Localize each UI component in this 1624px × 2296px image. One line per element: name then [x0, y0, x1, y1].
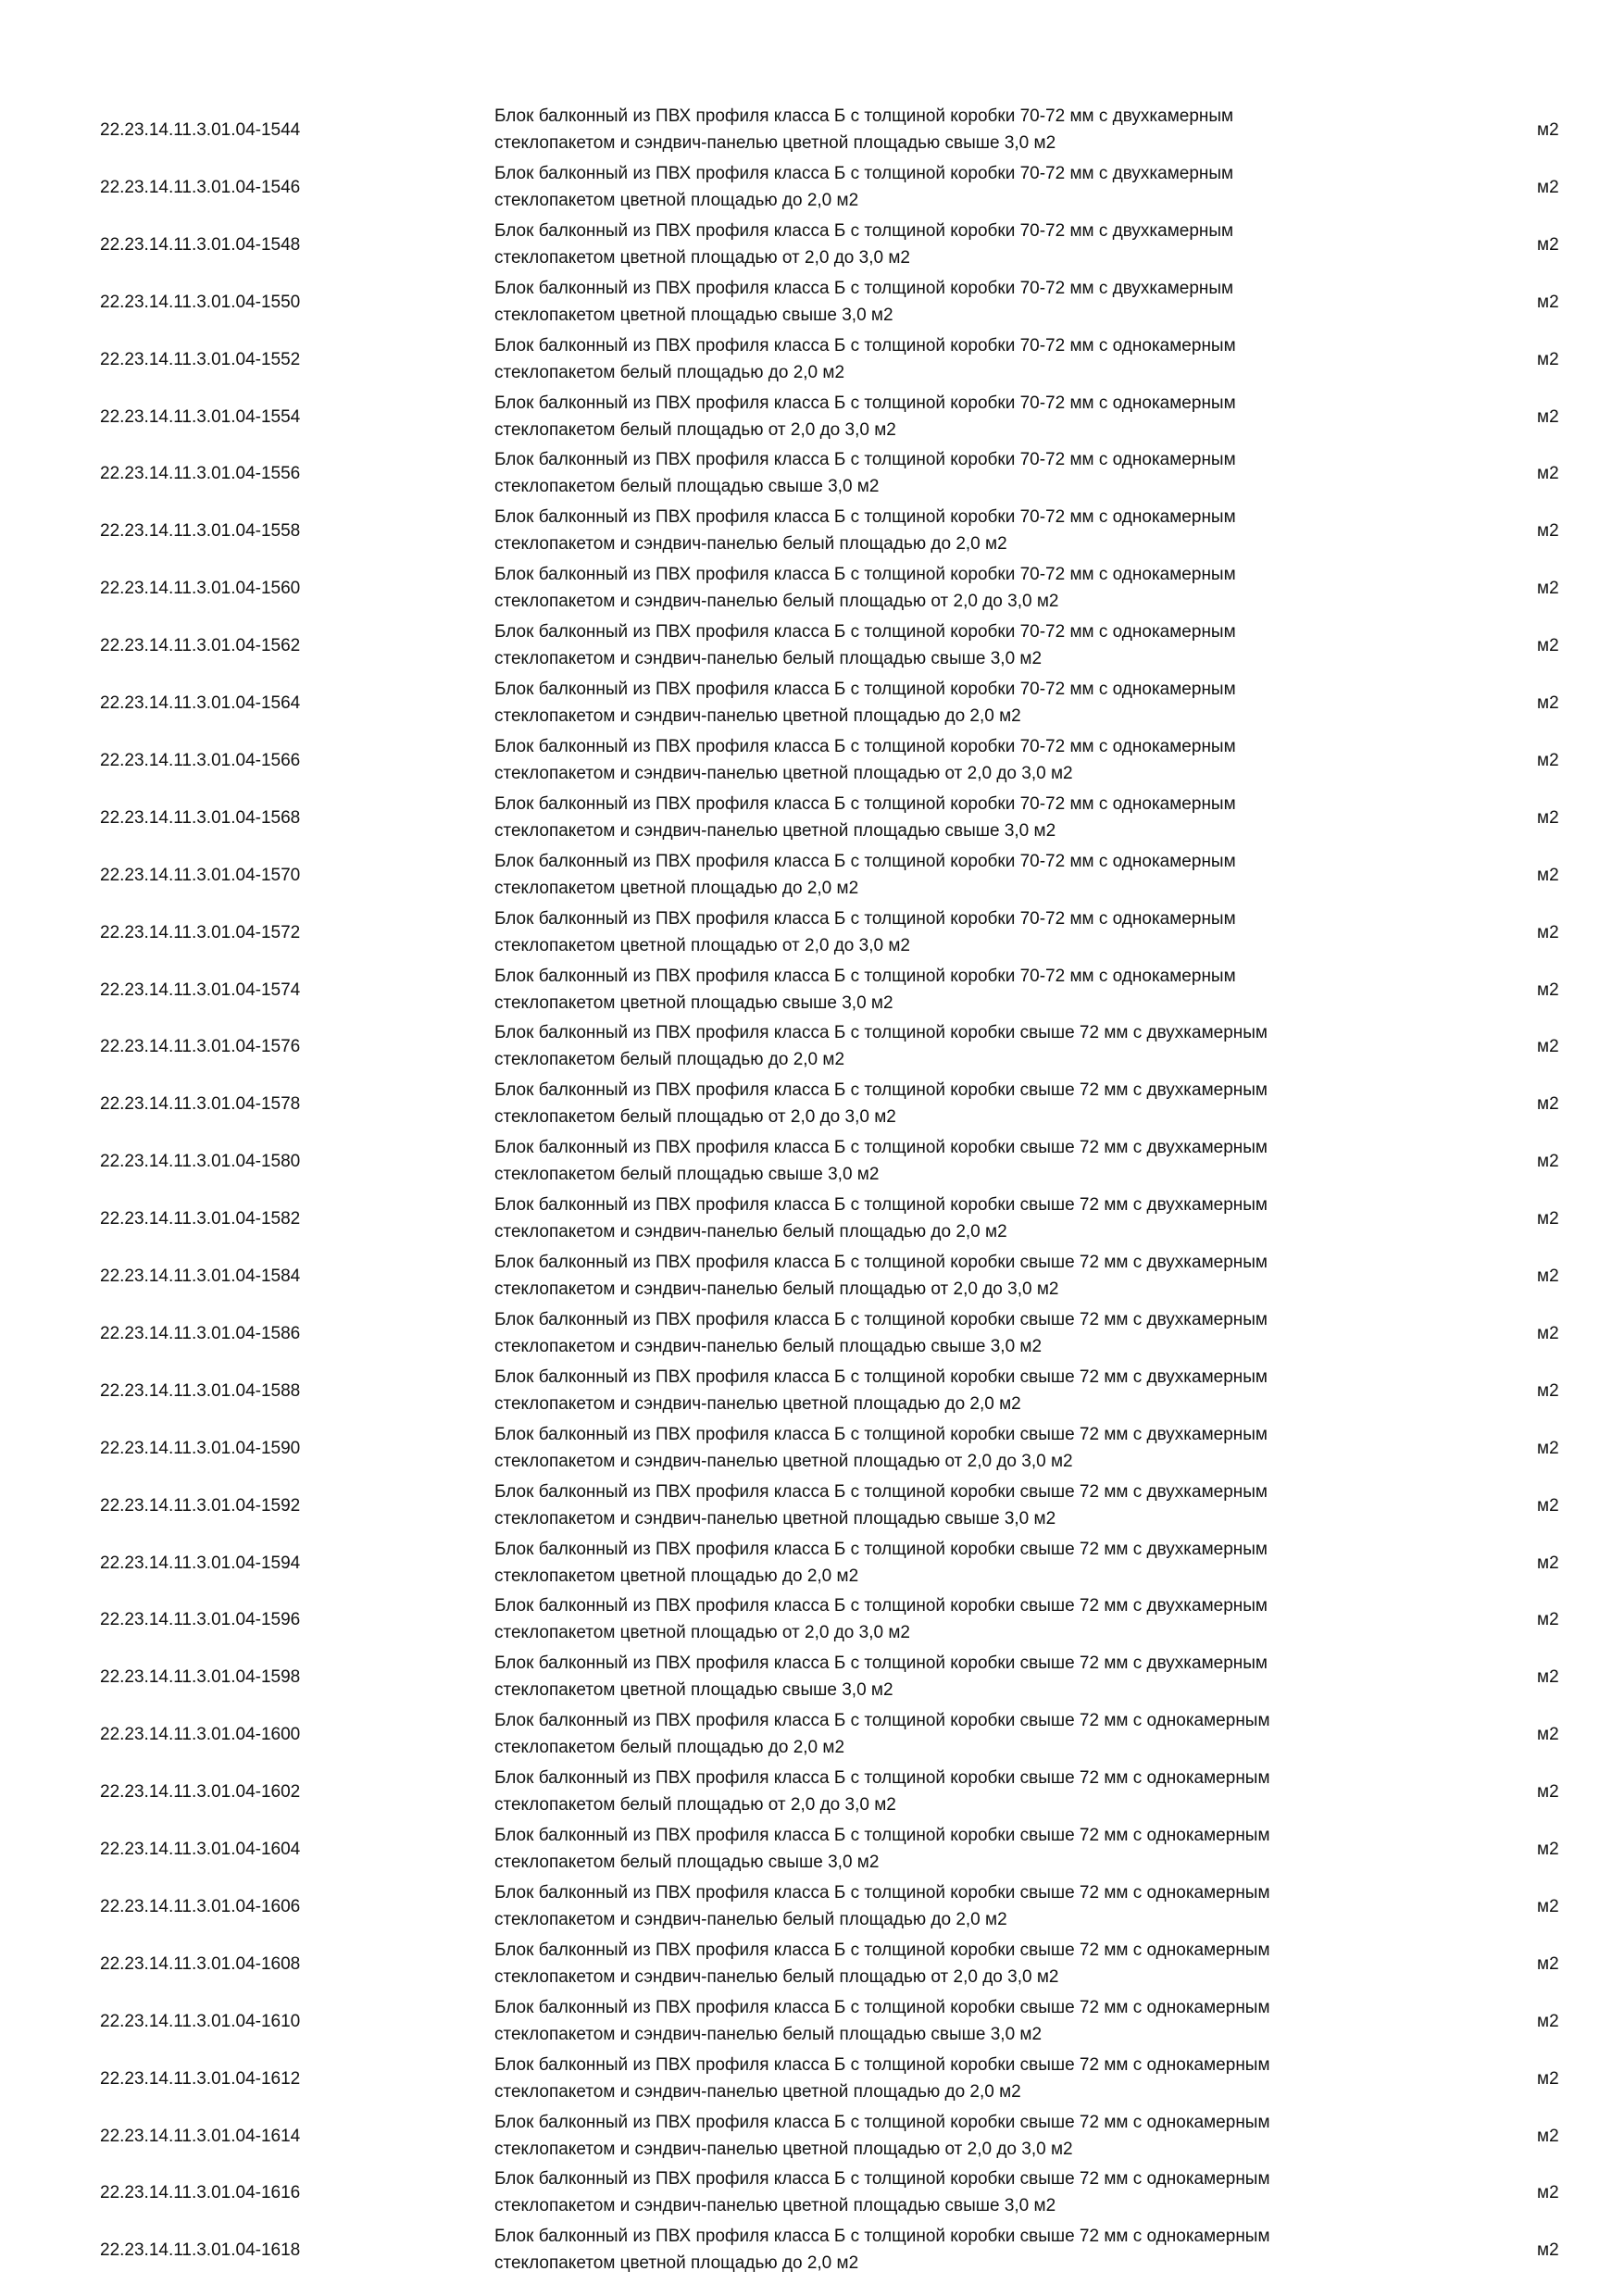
table-row [0, 274, 1624, 331]
item-code: 22.23.14.11.3.01.04-1592 [100, 1495, 301, 1516]
item-description [494, 2223, 1439, 2277]
item-unit: м2 [1537, 1667, 1559, 1688]
item-unit: м2 [1537, 1953, 1559, 1974]
item-code: 22.23.14.11.3.01.04-1576 [100, 1037, 301, 1057]
table-row [0, 1878, 1624, 1936]
table-row [0, 2108, 1624, 2165]
table-row [0, 1133, 1624, 1191]
table-row [0, 102, 1624, 159]
item-unit: м2 [1537, 1725, 1559, 1745]
item-description-line: Блок балконный из ПВХ профиля класса Б с толщиной коробки 70-72 мм с однокамерным [494, 793, 1236, 814]
item-code: 22.23.14.11.3.01.04-1616 [100, 2183, 301, 2203]
item-description-line: стеклопакетом цветной площадью от 2,0 до 3,0 м2 [494, 247, 910, 268]
item-code: 22.23.14.11.3.01.04-1596 [100, 1610, 301, 1630]
table-row [0, 1076, 1624, 1133]
item-description-line: Блок балконный из ПВХ профиля класса Б с толщиной коробки свыше 72 мм с однокамерным [494, 1768, 1270, 1789]
table-row [0, 1535, 1624, 1592]
item-description-line: Блок балконный из ПВХ профиля класса Б с толщиной коробки свыше 72 мм с двухкамерным [494, 1481, 1268, 1502]
item-description [494, 1077, 1439, 1130]
item-description-line: Блок балконный из ПВХ профиля класса Б с толщиной коробки свыше 72 мм с двухкамерным [494, 1138, 1268, 1158]
item-description-line: Блок балконный из ПВХ профиля класса Б с толщиной коробки 70-72 мм с однокамерным [494, 966, 1236, 986]
item-code: 22.23.14.11.3.01.04-1572 [100, 922, 301, 942]
item-description-line: Блок балконный из ПВХ профиля класса Б с толщиной коробки свыше 72 мм с однокамерным [494, 1826, 1270, 1845]
item-description [494, 1937, 1439, 1990]
item-description-line: стеклопакетом белый площадью до 2,0 м2 [494, 1050, 845, 1070]
item-code: 22.23.14.11.3.01.04-1550 [100, 292, 301, 312]
item-code: 22.23.14.11.3.01.04-1586 [100, 1323, 301, 1343]
item-unit: м2 [1537, 292, 1559, 312]
item-description-line: Блок балконный из ПВХ профиля класса Б с толщиной коробки 70-72 мм с двухкамерным [494, 278, 1234, 298]
item-description-line: Блок балконный из ПВХ профиля класса Б с толщиной коробки свыше 72 мм с однокамерным [494, 2112, 1270, 2132]
item-description-line: Блок балконный из ПВХ профиля класса Б с толщиной коробки 70-72 мм с однокамерным [494, 393, 1236, 413]
item-description-line: Блок балконный из ПВХ профиля класса Б с толщиной коробки 70-72 мм с однокамерным [494, 565, 1236, 585]
item-code: 22.23.14.11.3.01.04-1570 [100, 865, 301, 885]
table-row [0, 2165, 1624, 2222]
item-code: 22.23.14.11.3.01.04-1564 [100, 693, 301, 713]
item-description-line: Блок балконный из ПВХ профиля класса Б с толщиной коробки свыше 72 мм с двухкамерным [494, 1596, 1268, 1616]
item-description [494, 2165, 1439, 2219]
item-code: 22.23.14.11.3.01.04-1556 [100, 464, 301, 484]
item-unit: м2 [1537, 120, 1559, 140]
item-unit: м2 [1537, 980, 1559, 1000]
item-description [494, 1192, 1439, 1245]
table-row [0, 2051, 1624, 2108]
item-unit: м2 [1537, 406, 1559, 427]
item-code: 22.23.14.11.3.01.04-1590 [100, 1438, 301, 1458]
item-description-line: Блок балконный из ПВХ профиля класса Б с толщиной коробки 70-72 мм с однокамерным [494, 680, 1236, 699]
item-description-line: Блок балконный из ПВХ профиля класса Б с толщиной коробки свыше 72 мм с однокамерным [494, 2054, 1270, 2075]
table-row [0, 847, 1624, 905]
item-unit: м2 [1537, 1438, 1559, 1458]
item-description-line: Блок балконный из ПВХ профиля класса Б с толщиной коробки 70-72 мм с двухкамерным [494, 106, 1234, 126]
item-description [494, 2109, 1439, 2163]
item-description-line: стеклопакетом цветной площадью свыше 3,0 м2 [494, 992, 893, 1013]
item-unit: м2 [1537, 1495, 1559, 1516]
item-description-line: Блок балконный из ПВХ профиля класса Б с толщиной коробки свыше 72 мм с однокамерным [494, 1882, 1270, 1903]
item-description-line: стеклопакетом и сэндвич-панелью цветной площадью до 2,0 м2 [494, 1393, 1021, 1414]
table-row [0, 1248, 1624, 1305]
item-unit: м2 [1537, 750, 1559, 770]
item-unit: м2 [1537, 2126, 1559, 2146]
item-description-line: Блок балконный из ПВХ профиля класса Б с толщиной коробки 70-72 мм с двухкамерным [494, 220, 1234, 241]
item-description [494, 1479, 1439, 1532]
item-code: 22.23.14.11.3.01.04-1546 [100, 177, 301, 197]
item-code: 22.23.14.11.3.01.04-1562 [100, 636, 301, 656]
item-description [494, 504, 1439, 557]
item-description [494, 1536, 1439, 1590]
item-description [494, 1994, 1439, 2048]
item-code: 22.23.14.11.3.01.04-1560 [100, 579, 301, 599]
item-description-line: стеклопакетом и сэндвич-панелью белый площадью до 2,0 м2 [494, 1222, 1007, 1242]
item-code: 22.23.14.11.3.01.04-1544 [100, 120, 301, 140]
item-code: 22.23.14.11.3.01.04-1566 [100, 750, 301, 770]
item-code: 22.23.14.11.3.01.04-1606 [100, 1896, 301, 1916]
item-description [494, 103, 1439, 156]
table-row [0, 331, 1624, 389]
table-row [0, 1993, 1624, 2051]
item-code: 22.23.14.11.3.01.04-1594 [100, 1553, 301, 1573]
table-row [0, 905, 1624, 962]
item-code: 22.23.14.11.3.01.04-1582 [100, 1209, 301, 1229]
item-description-line: Блок балконный из ПВХ профиля класса Б с толщиной коробки свыше 72 мм с двухкамерным [494, 1366, 1268, 1387]
item-code: 22.23.14.11.3.01.04-1548 [100, 234, 301, 255]
item-description-line: Блок балконный из ПВХ профиля класса Б с толщиной коробки 70-72 мм с однокамерным [494, 851, 1236, 871]
item-code: 22.23.14.11.3.01.04-1598 [100, 1667, 301, 1688]
item-description-line: стеклопакетом и сэндвич-панелью белый площадью до 2,0 м2 [494, 534, 1007, 555]
item-description-line: Блок балконный из ПВХ профиля класса Б с толщиной коробки свыше 72 мм с двухкамерным [494, 1539, 1268, 1559]
item-description [494, 1421, 1439, 1475]
item-description [494, 1134, 1439, 1188]
item-unit: м2 [1537, 521, 1559, 542]
table-row [0, 1363, 1624, 1420]
item-code: 22.23.14.11.3.01.04-1610 [100, 2011, 301, 2031]
item-description [494, 1364, 1439, 1417]
item-description [494, 1822, 1439, 1876]
item-description [494, 905, 1439, 959]
item-description-line: Блок балконный из ПВХ профиля класса Б с толщиной коробки свыше 72 мм с однокамерным [494, 1711, 1270, 1731]
table-row [0, 732, 1624, 790]
item-description [494, 160, 1439, 214]
item-code: 22.23.14.11.3.01.04-1600 [100, 1725, 301, 1745]
item-code: 22.23.14.11.3.01.04-1558 [100, 521, 301, 542]
item-description-line: стеклопакетом белый площадью свыше 3,0 м2 [494, 477, 880, 497]
item-description [494, 963, 1439, 1017]
item-description-line: стеклопакетом и сэндвич-панелью белый площадью свыше 3,0 м2 [494, 2024, 1043, 2044]
item-description-line: стеклопакетом цветной площадью до 2,0 м2 [494, 878, 859, 898]
item-description-line: стеклопакетом белый площадью от 2,0 до 3,0 м2 [494, 1795, 896, 1816]
item-description-line: стеклопакетом цветной площадью до 2,0 м2 [494, 190, 859, 210]
item-description-line: Блок балконный из ПВХ профиля класса Б с толщиной коробки свыше 72 мм с двухкамерным [494, 1195, 1268, 1216]
item-description-line: стеклопакетом и сэндвич-панелью цветной площадью свыше 3,0 м2 [494, 820, 1056, 841]
item-description [494, 561, 1439, 615]
table-row [0, 962, 1624, 1019]
item-description-line: Блок балконный из ПВХ профиля класса Б с толщиной коробки свыше 72 мм с однокамерным [494, 1997, 1270, 2017]
item-description [494, 446, 1439, 500]
item-unit: м2 [1537, 234, 1559, 255]
item-description-line: стеклопакетом цветной площадью свыше 3,0 м2 [494, 305, 893, 325]
item-description-line: стеклопакетом и сэндвич-панелью цветной площадью от 2,0 до 3,0 м2 [494, 1451, 1073, 1471]
table-row [0, 159, 1624, 217]
item-unit: м2 [1537, 1553, 1559, 1573]
table-row [0, 1478, 1624, 1535]
item-description-line: стеклопакетом белый площадью до 2,0 м2 [494, 362, 845, 382]
table-row [0, 1018, 1624, 1076]
item-description [494, 390, 1439, 443]
item-description-line: стеклопакетом и сэндвич-панелью цветной площадью свыше 3,0 м2 [494, 2196, 1056, 2216]
item-description [494, 1249, 1439, 1303]
item-description-line: стеклопакетом цветной площадью до 2,0 м2 [494, 2253, 859, 2274]
item-description [494, 1650, 1439, 1703]
item-code: 22.23.14.11.3.01.04-1568 [100, 807, 301, 828]
item-unit: м2 [1537, 2068, 1559, 2089]
item-unit: м2 [1537, 1323, 1559, 1343]
item-unit: м2 [1537, 1152, 1559, 1172]
item-description-line: Блок балконный из ПВХ профиля класса Б с толщиной коробки свыше 72 мм с двухкамерным [494, 1080, 1268, 1101]
table-row [0, 1420, 1624, 1478]
item-code: 22.23.14.11.3.01.04-1580 [100, 1152, 301, 1172]
item-description-line: стеклопакетом и сэндвич-панелью цветной площадью до 2,0 м2 [494, 706, 1021, 726]
item-description-line: стеклопакетом и сэндвич-панелью белый площадью от 2,0 до 3,0 м2 [494, 592, 1059, 612]
item-unit: м2 [1537, 1380, 1559, 1401]
item-description-line: стеклопакетом белый площадью до 2,0 м2 [494, 1738, 845, 1758]
item-description [494, 1879, 1439, 1933]
item-code: 22.23.14.11.3.01.04-1604 [100, 1840, 301, 1859]
table-row [0, 503, 1624, 560]
item-description-line: Блок балконный из ПВХ профиля класса Б с толщиной коробки свыше 72 мм с двухкамерным [494, 1309, 1268, 1329]
item-description-line: Блок балконный из ПВХ профиля класса Б с толщиной коробки 70-72 мм с однокамерным [494, 736, 1236, 756]
item-description [494, 676, 1439, 730]
item-unit: м2 [1537, 464, 1559, 484]
item-description-line: стеклопакетом и сэндвич-панелью белый площадью до 2,0 м2 [494, 1909, 1007, 1929]
item-unit: м2 [1537, 579, 1559, 599]
item-code: 22.23.14.11.3.01.04-1612 [100, 2068, 301, 2089]
item-unit: м2 [1537, 1209, 1559, 1229]
item-description-line: Блок балконный из ПВХ профиля класса Б с толщиной коробки свыше 72 мм с двухкамерным [494, 1023, 1268, 1043]
item-description-line: Блок балконный из ПВХ профиля класса Б с толщиной коробки 70-72 мм с однокамерным [494, 450, 1236, 470]
item-unit: м2 [1537, 1896, 1559, 1916]
item-description-line: стеклопакетом белый площадью от 2,0 до 3,0 м2 [494, 1107, 896, 1128]
item-description [494, 275, 1439, 329]
item-description [494, 618, 1439, 672]
item-unit: м2 [1537, 1267, 1559, 1286]
table-row [0, 790, 1624, 847]
item-unit: м2 [1537, 2183, 1559, 2203]
item-description [494, 1707, 1439, 1761]
item-description [494, 1765, 1439, 1818]
item-description-line: стеклопакетом и сэндвич-панелью цветной площадью свыше 3,0 м2 [494, 1508, 1056, 1529]
item-description-line: Блок балконный из ПВХ профиля класса Б с толщиной коробки свыше 72 мм с двухкамерным [494, 1424, 1268, 1444]
table-row [0, 675, 1624, 732]
item-code: 22.23.14.11.3.01.04-1608 [100, 1953, 301, 1974]
item-description-line: стеклопакетом и сэндвич-панелью цветной площадью до 2,0 м2 [494, 2081, 1021, 2102]
item-unit: м2 [1537, 865, 1559, 885]
table-row [0, 2222, 1624, 2279]
table-row [0, 1591, 1624, 1649]
item-description-line: стеклопакетом цветной площадью до 2,0 м2 [494, 1566, 859, 1586]
item-description [494, 733, 1439, 787]
item-unit: м2 [1537, 922, 1559, 942]
table-row [0, 389, 1624, 446]
item-description-line: стеклопакетом белый площадью свыше 3,0 м2 [494, 1853, 880, 1872]
item-code: 22.23.14.11.3.01.04-1584 [100, 1267, 301, 1286]
item-description-line: Блок балконный из ПВХ профиля класса Б с толщиной коробки 70-72 мм с однокамерным [494, 507, 1236, 528]
item-unit: м2 [1537, 636, 1559, 656]
item-code: 22.23.14.11.3.01.04-1614 [100, 2126, 301, 2146]
item-description-line: стеклопакетом и сэндвич-панелью цветной площадью свыше 3,0 м2 [494, 133, 1056, 153]
item-description [494, 218, 1439, 271]
item-description-line: Блок балконный из ПВХ профиля класса Б с толщиной коробки свыше 72 мм с однокамерным [494, 2169, 1270, 2190]
item-description-line: стеклопакетом и сэндвич-панелью цветной площадью от 2,0 до 3,0 м2 [494, 2139, 1073, 2159]
table-row [0, 1764, 1624, 1821]
item-description-line: Блок балконный из ПВХ профиля класса Б с толщиной коробки свыше 72 мм с однокамерным [494, 2227, 1270, 2247]
item-unit: м2 [1537, 2240, 1559, 2261]
item-description-line: стеклопакетом белый площадью свыше 3,0 м2 [494, 1165, 880, 1185]
table-row [0, 1706, 1624, 1764]
item-description [494, 332, 1439, 386]
table-row [0, 1649, 1624, 1706]
item-description-line: Блок балконный из ПВХ профиля класса Б с толщиной коробки 70-72 мм с однокамерным [494, 622, 1236, 643]
item-code: 22.23.14.11.3.01.04-1618 [100, 2240, 301, 2261]
item-unit: м2 [1537, 2011, 1559, 2031]
item-code: 22.23.14.11.3.01.04-1574 [100, 980, 301, 1000]
item-code: 22.23.14.11.3.01.04-1588 [100, 1380, 301, 1401]
item-description-line: стеклопакетом и сэндвич-панелью белый площадью свыше 3,0 м2 [494, 1336, 1043, 1356]
table-row [0, 1936, 1624, 1993]
item-description-line: Блок балконный из ПВХ профиля класса Б с толщиной коробки 70-72 мм с однокамерным [494, 335, 1236, 356]
item-unit: м2 [1537, 1610, 1559, 1630]
item-unit: м2 [1537, 807, 1559, 828]
item-code: 22.23.14.11.3.01.04-1552 [100, 349, 301, 369]
item-description-line: Блок балконный из ПВХ профиля класса Б с толщиной коробки 70-72 мм с однокамерным [494, 908, 1236, 929]
item-code: 22.23.14.11.3.01.04-1578 [100, 1094, 301, 1115]
item-description [494, 1019, 1439, 1073]
table-row [0, 217, 1624, 274]
table-row [0, 1305, 1624, 1363]
item-description-line: стеклопакетом белый площадью от 2,0 до 3,0 м2 [494, 419, 896, 440]
table-row [0, 560, 1624, 618]
item-description [494, 2052, 1439, 2105]
item-description-line: Блок балконный из ПВХ профиля класса Б с толщиной коробки свыше 72 мм с однокамерным [494, 1940, 1270, 1960]
item-unit: м2 [1537, 1094, 1559, 1115]
item-description [494, 848, 1439, 902]
item-description-line: стеклопакетом и сэндвич-панелью белый площадью от 2,0 до 3,0 м2 [494, 1966, 1059, 1987]
item-description-line: стеклопакетом и сэндвич-панелью цветной площадью от 2,0 до 3,0 м2 [494, 763, 1073, 783]
item-description-line: стеклопакетом цветной площадью от 2,0 до 3,0 м2 [494, 935, 910, 955]
item-description-line: Блок балконный из ПВХ профиля класса Б с толщиной коробки 70-72 мм с двухкамерным [494, 163, 1234, 183]
table-row [0, 1191, 1624, 1248]
item-description-line: стеклопакетом и сэндвич-панелью белый площадью свыше 3,0 м2 [494, 649, 1043, 669]
item-unit: м2 [1537, 1840, 1559, 1859]
item-unit: м2 [1537, 349, 1559, 369]
item-unit: м2 [1537, 1782, 1559, 1803]
item-code: 22.23.14.11.3.01.04-1602 [100, 1782, 301, 1803]
item-code: 22.23.14.11.3.01.04-1554 [100, 406, 301, 427]
item-description-line: стеклопакетом и сэндвич-панелью белый площадью от 2,0 до 3,0 м2 [494, 1279, 1059, 1299]
item-description-line: стеклопакетом цветной площадью от 2,0 до 3,0 м2 [494, 1623, 910, 1643]
item-description-line: Блок балконный из ПВХ профиля класса Б с толщиной коробки свыше 72 мм с двухкамерным [494, 1253, 1268, 1272]
item-unit: м2 [1537, 177, 1559, 197]
table-row [0, 445, 1624, 503]
item-unit: м2 [1537, 693, 1559, 713]
item-description [494, 791, 1439, 844]
table-row [0, 1821, 1624, 1878]
item-unit: м2 [1537, 1037, 1559, 1057]
item-description [494, 1592, 1439, 1646]
item-description [494, 1306, 1439, 1360]
item-description-line: Блок балконный из ПВХ профиля класса Б с толщиной коробки свыше 72 мм с двухкамерным [494, 1653, 1268, 1674]
table-row [0, 618, 1624, 675]
item-description-line: стеклопакетом цветной площадью свыше 3,0 м2 [494, 1680, 893, 1701]
